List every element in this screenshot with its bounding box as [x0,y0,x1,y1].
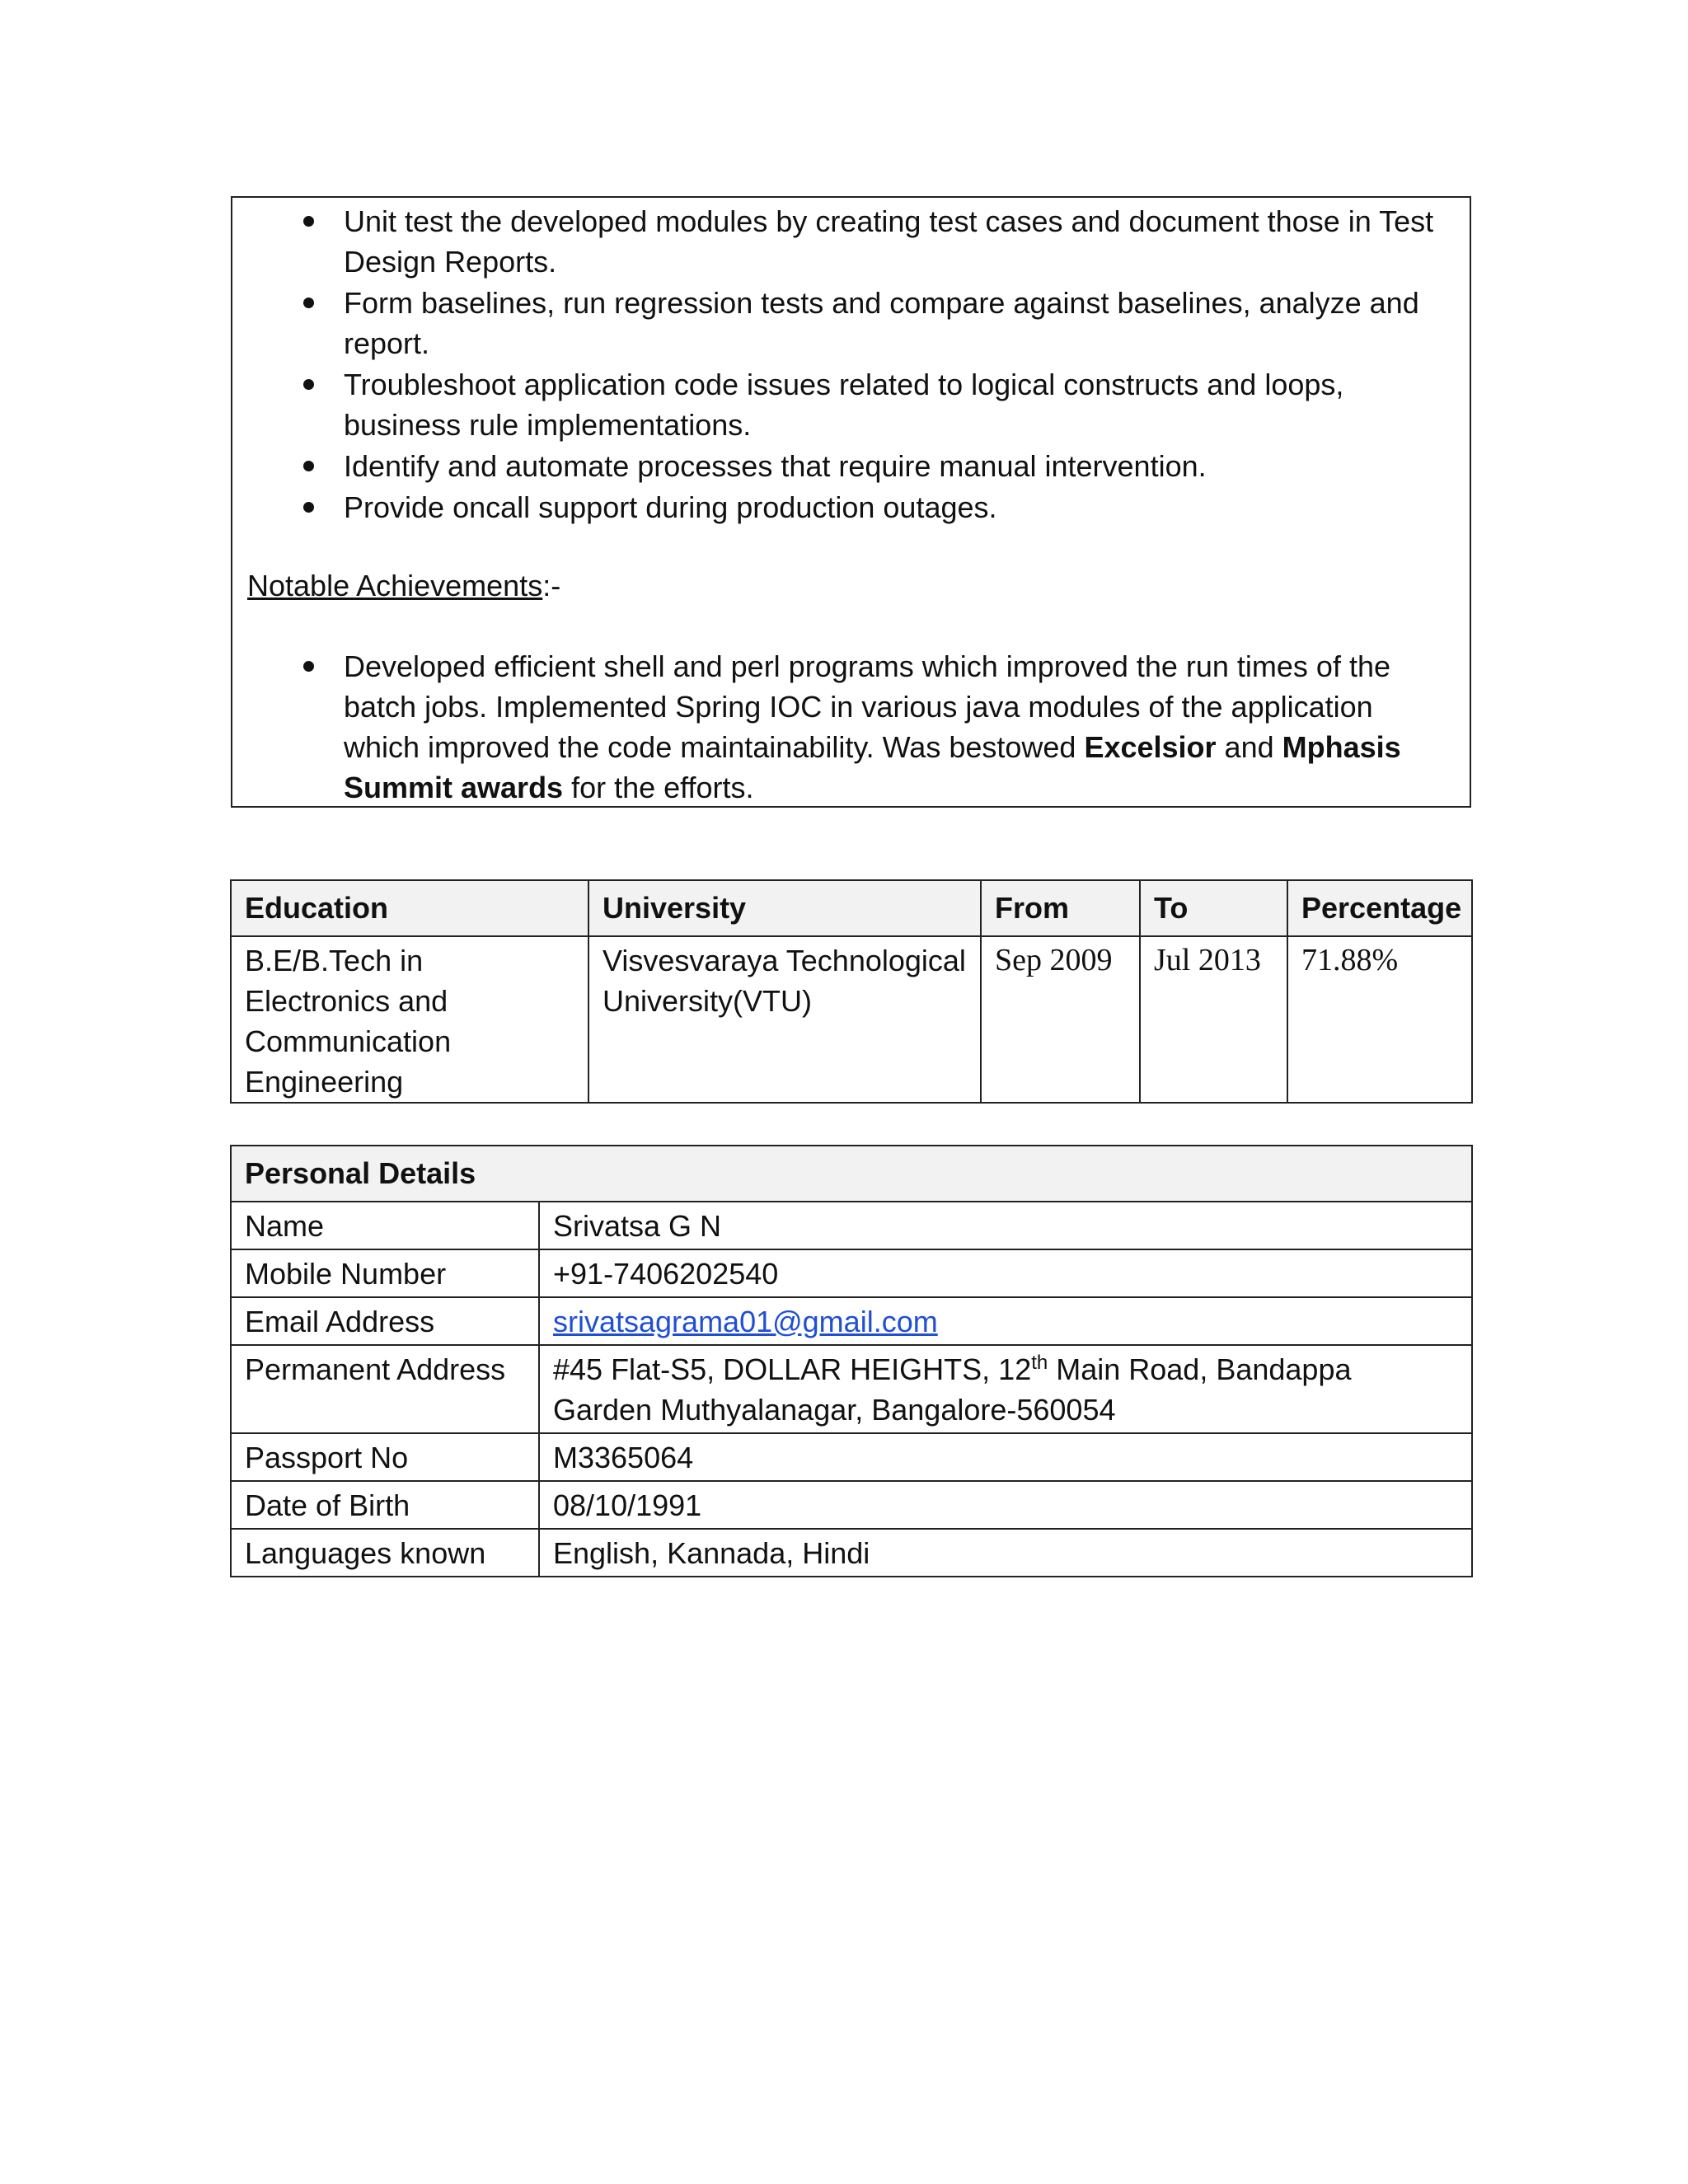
achievement-text: and [1216,730,1282,764]
table-row [231,1249,1472,1297]
responsibility-text: Provide oncall support during production outages. [344,490,997,524]
responsibility-text: Form baselines, run regression tests and compare against baselines, analyze and report. [344,286,1419,360]
to-cell: Jul 2013 [1140,936,1287,1103]
dob-label: Date of Birth [231,1481,539,1529]
notable-heading-suffix: :- [542,569,561,602]
notable-heading-text: Notable Achievements [247,569,543,602]
mobile-label: Mobile Number [231,1249,539,1297]
degree-cell: B.E/B.Tech in Electronics and Communication Engineering [231,936,588,1103]
achievements-list [232,646,1470,808]
list-item [232,646,1470,808]
address-value [539,1345,1472,1433]
address-superscript: th [1031,1352,1048,1374]
table-row [231,1345,1472,1433]
table-row [231,936,1472,1103]
dob-value: 08/10/1991 [539,1481,1472,1529]
table-row [231,1529,1472,1577]
mobile-value: +91-7406202540 [539,1249,1472,1297]
responsibilities-list [232,201,1470,528]
languages-label: Languages known [231,1529,539,1577]
responsibilities-box [231,196,1471,808]
email-link[interactable]: srivatsagrama01@gmail.com [553,1305,938,1338]
bullet-icon [303,661,314,672]
achievement-award: Excelsior [1084,730,1217,764]
from-cell: Sep 2009 [981,936,1140,1103]
table-row [231,1297,1472,1345]
bullet-icon [303,379,314,390]
list-item [232,201,1470,282]
table-header-row [231,1146,1472,1202]
passport-label: Passport No [231,1433,539,1481]
achievement-text: Developed efficient shell and perl programs which improved the run times of the batch jobs. Implemented Spring IOC in various java modules of the application which improved the code maintainability. Was bestowed [344,649,1391,764]
personal-details-title: Personal Details [231,1146,1472,1202]
responsibility-text: Unit test the developed modules by creating test cases and document those in Test Design Reports. [344,204,1434,279]
address-part-2: Main Road, Bandappa Garden Muthyalanagar, Bangalore-560054 [553,1352,1352,1427]
list-item [232,446,1470,486]
list-item [232,364,1470,445]
list-item [232,487,1470,527]
university-cell: Visvesvaraya Technological University(VTU) [588,936,981,1103]
table-header-row [231,880,1472,936]
name-value: Srivatsa G N [539,1202,1472,1249]
header-education: Education [231,880,588,936]
name-label: Name [231,1202,539,1249]
percentage-cell: 71.88% [1287,936,1472,1103]
header-university: University [588,880,981,936]
list-item [232,283,1470,363]
table-row [231,1202,1472,1249]
responsibility-text: Identify and automate processes that require manual intervention. [344,449,1207,483]
achievement-award: Mphasis Summit awards [344,730,1401,804]
bullet-icon [303,461,314,471]
header-to: To [1140,880,1287,936]
responsibility-text: Troubleshoot application code issues related to logical constructs and loops, business rule implementations. [344,368,1344,442]
address-label: Permanent Address [231,1345,539,1433]
email-cell [539,1297,1472,1345]
languages-value: English, Kannada, Hindi [539,1529,1472,1577]
table-row [231,1481,1472,1529]
education-table [230,879,1473,1104]
email-label: Email Address [231,1297,539,1345]
bullet-icon [303,502,314,513]
bullet-icon [303,216,314,227]
address-part-1: #45 Flat-S5, DOLLAR HEIGHTS, 12 [553,1352,1032,1386]
notable-achievements-heading [247,565,560,606]
passport-value: M3365064 [539,1433,1472,1481]
achievement-text: for the efforts. [563,771,754,804]
bullet-icon [303,298,314,308]
header-percentage: Percentage [1287,880,1472,936]
personal-details-table [230,1145,1473,1577]
table-row [231,1433,1472,1481]
header-from: From [981,880,1140,936]
